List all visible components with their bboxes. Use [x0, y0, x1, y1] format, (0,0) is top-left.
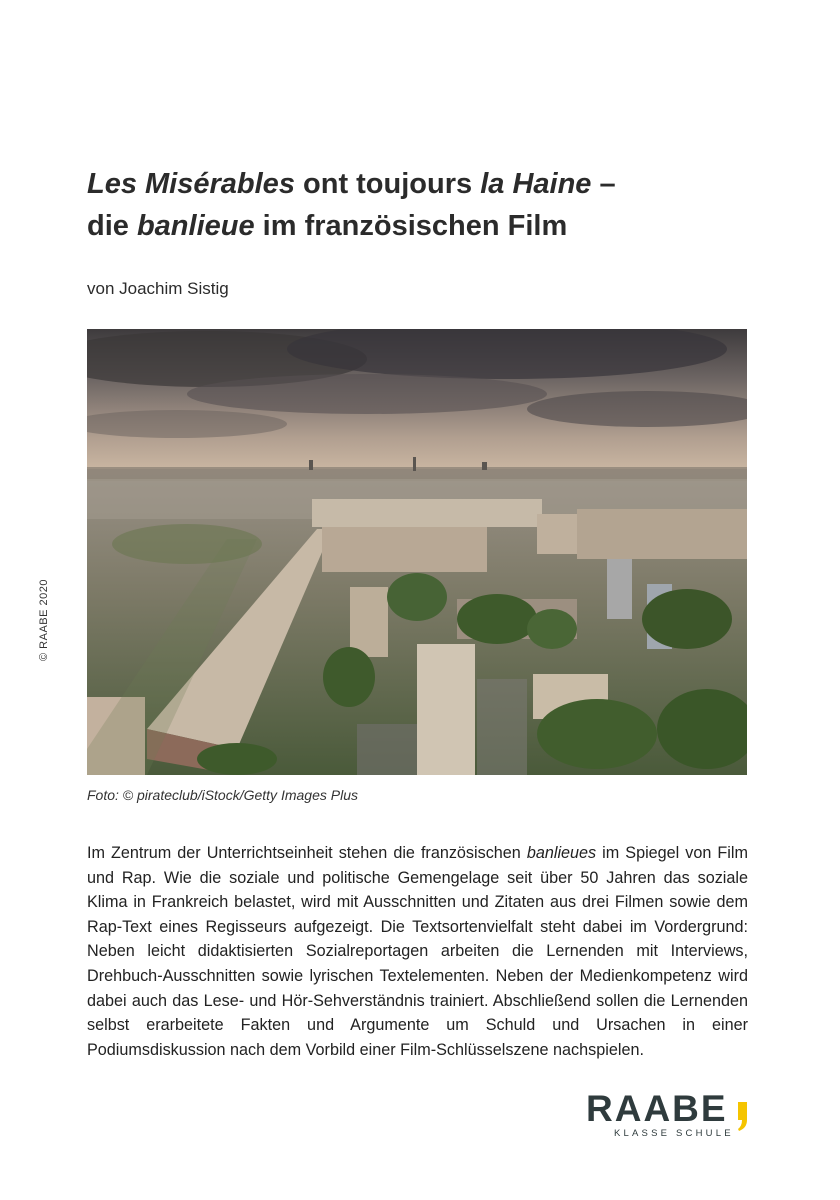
- intro-text-banlieues: banlieues: [526, 844, 597, 862]
- intro-text-rest: im Spiegel von Film und Rap. Wie die soziale und politische Gemengelage seit über 50 Jahren das soziale Klima in Frankreich belastet, wird mit Ausschnitten und Zitaten aus drei Filmen sowie dem Rap-Text eines Regisseurs aufgezeigt. Die Textsortenvielfalt steht dabei im Vordergrund: Neben leicht didaktisierten Sozialreportagen arbeiten die Lernenden mit Interviews, Drehbuch-Ausschnitten sowie lyrischen Textelementen. Neben der Medienkompetenz wird dabei auch das Lese- und Hör-Sehverständnis trainiert. Abschließend sollen die Lernenden selbst erarbeitete Fakten und Argumente um Schuld und Ursachen in einer Podiumsdiskussion nach dem Vorbild einer Film-Schlüsselszene nachspielen.: [87, 844, 748, 1059]
- title-text-3: im französischen Film: [254, 210, 568, 242]
- title-text-1: ont toujours: [294, 168, 481, 200]
- photo-caption: Foto: © pirateclub/iStock/Getty Images Plus: [87, 787, 358, 803]
- intro-paragraph: [87, 841, 748, 1062]
- title-text-2: die: [87, 210, 137, 242]
- page-title: [87, 163, 767, 247]
- title-dash: –: [591, 168, 616, 200]
- intro-text-start: Im Zentrum der Unterrichtseinheit stehen die französischen: [87, 844, 527, 862]
- city-aerial-image: [87, 329, 747, 775]
- logo-wordmark: RAABE: [586, 1088, 728, 1129]
- logo-tagline: KLASSE SCHULE: [614, 1128, 734, 1139]
- title-film-2: la Haine: [480, 168, 592, 200]
- banlieue-photo: [87, 329, 747, 775]
- author-line: von Joachim Sistig: [87, 279, 229, 298]
- title-banlieue: banlieue: [136, 210, 255, 242]
- logo-comma-icon: [736, 1100, 748, 1132]
- title-film-1: Les Misérables: [87, 168, 295, 200]
- side-copyright: © RAABE 2020: [38, 579, 50, 661]
- raabe-logo: [586, 1088, 756, 1140]
